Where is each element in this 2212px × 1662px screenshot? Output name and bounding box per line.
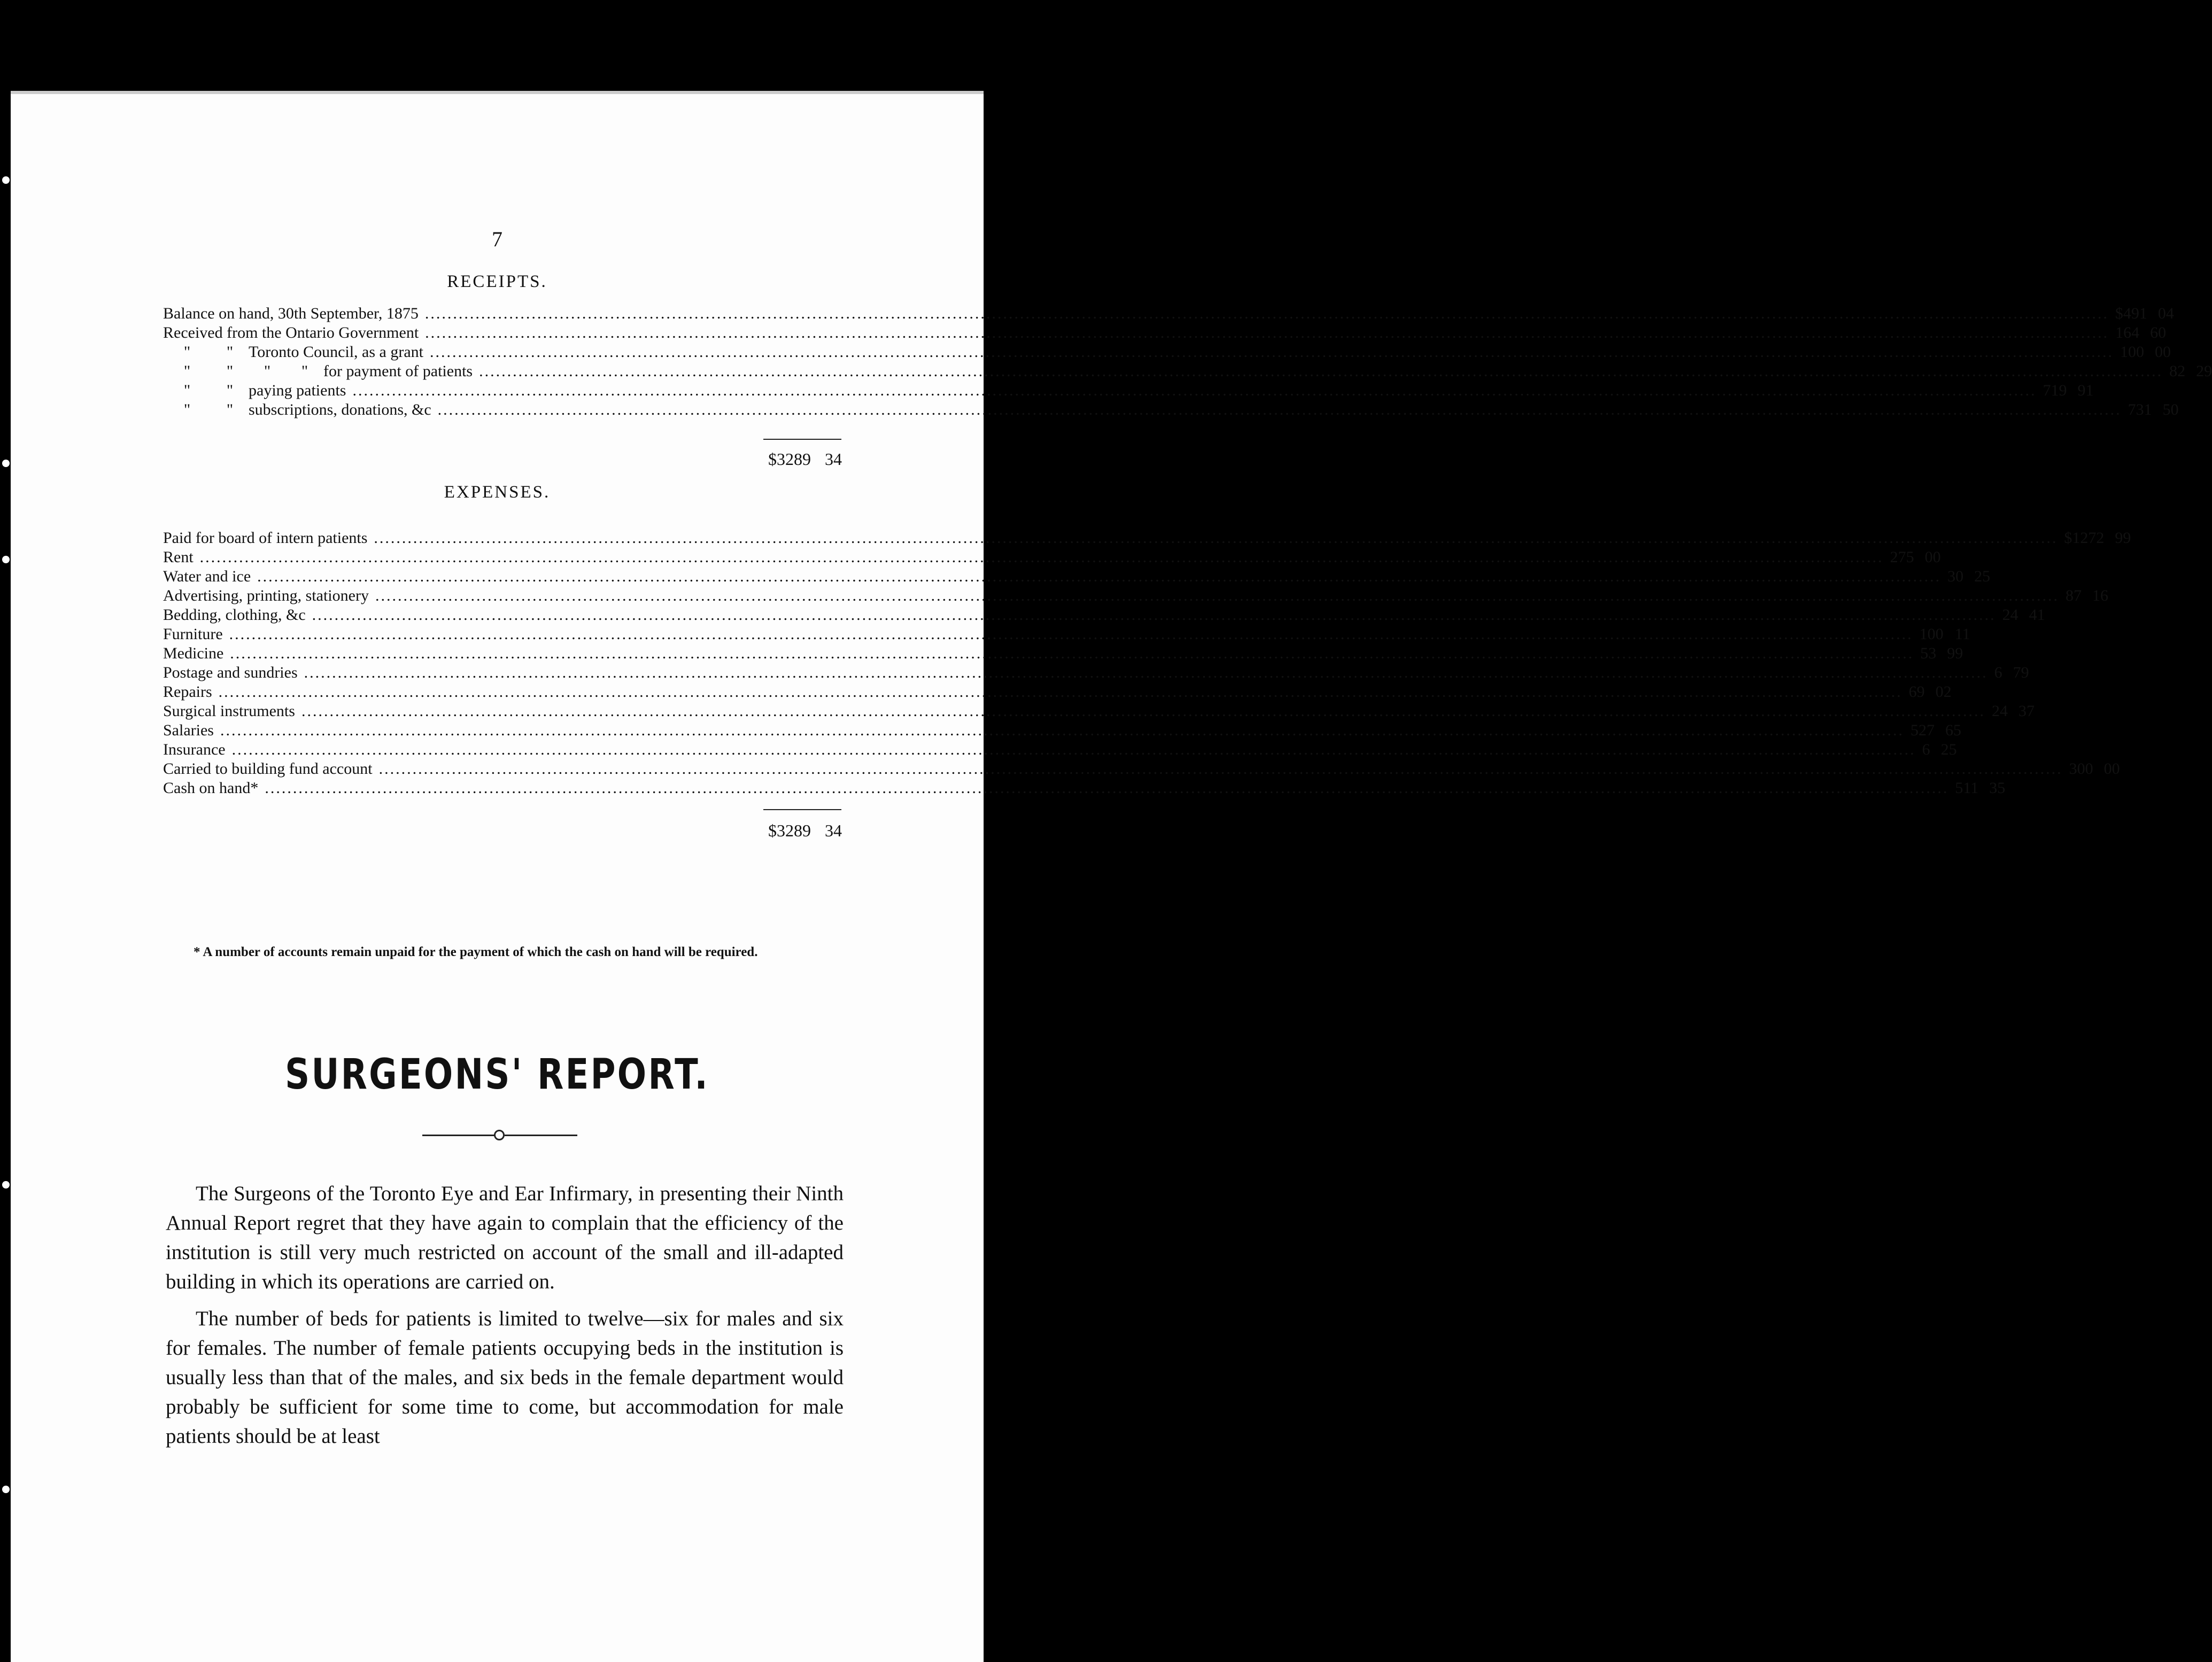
dot-leader: ............................................................................................................................................................................................................................................................................................................: [301, 702, 1985, 720]
receipts-total-dollars: $3289: [768, 449, 811, 469]
expenses-description: [163, 702, 295, 721]
ditto-mark: ": [301, 362, 308, 380]
expenses-description: [163, 682, 212, 702]
receipts-amount: [2120, 343, 2171, 362]
ditto-mark: ": [226, 343, 234, 361]
receipts-amount-cents: 60: [2150, 324, 2167, 341]
expenses-row: [163, 721, 1961, 740]
dot-leader: ............................................................................................................................................................................................................................................................................................................: [304, 664, 1988, 681]
receipts-description: [163, 400, 431, 420]
footnote: * A number of accounts remain unpaid for the payment of which the cash on hand will be required.: [194, 945, 758, 959]
dot-leader: ............................................................................................................................................................................................................................................................................................................: [425, 324, 2109, 341]
binding-mark: [2, 556, 10, 563]
dot-leader: ............................................................................................................................................................................................................................................................................................................: [218, 683, 1902, 701]
expenses-item-label: Repairs: [163, 683, 212, 701]
expenses-row: [163, 702, 2035, 721]
receipts-amount-dollars: $491: [2115, 305, 2147, 322]
receipts-description: [163, 381, 346, 400]
expenses-amount: [1920, 644, 1963, 663]
expenses-total: [748, 821, 842, 841]
expenses-description: [163, 644, 223, 663]
receipts-row: [163, 400, 2179, 420]
dot-leader: ............................................................................................................................................................................................................................................................................................................: [231, 741, 1916, 758]
receipts-amount-cents: 91: [2077, 382, 2094, 399]
expenses-amount-dollars: 275: [1890, 548, 1914, 566]
expenses-total-dollars: $3289: [768, 821, 811, 840]
dot-leader: ............................................................................................................................................................................................................................................................................................................: [430, 343, 2114, 361]
receipts-amount-dollars: 82: [2169, 362, 2186, 380]
receipts-row: [163, 381, 2094, 400]
dot-leader: ............................................................................................................................................................................................................................................................................................................: [375, 587, 2059, 604]
expenses-amount: [1947, 567, 1990, 586]
receipts-item-label: for payment of patients: [323, 362, 473, 380]
receipts-amount-dollars: 731: [2128, 401, 2152, 418]
receipts-heading: RECEIPTS.: [447, 272, 547, 291]
expenses-total-rule: [763, 809, 841, 810]
receipts-description: [163, 323, 419, 343]
expenses-amount: [2069, 759, 2120, 779]
expenses-amount-cents: 25: [1940, 741, 1957, 758]
expenses-amount: [2064, 529, 2131, 548]
document-page: [11, 91, 2212, 1662]
expenses-amount: [1994, 663, 2029, 682]
expenses-row: [163, 625, 1970, 644]
expenses-amount-cents: 25: [1974, 568, 1991, 585]
expenses-row: [163, 567, 1991, 586]
expenses-row: [163, 548, 1941, 567]
expenses-item-label: Advertising, printing, stationery: [163, 587, 369, 604]
receipts-total-rule: [763, 439, 841, 440]
receipts-total-cents: 34: [825, 449, 842, 469]
ditto-mark: ": [183, 401, 191, 418]
receipts-amount-dollars: 164: [2115, 324, 2140, 341]
expenses-row: [163, 682, 1952, 702]
expenses-description: [163, 586, 369, 605]
dot-leader: ............................................................................................................................................................................................................................................................................................................: [220, 721, 1904, 739]
receipts-description: [163, 304, 419, 323]
receipts-amount-cents: 29: [2196, 362, 2212, 380]
expenses-description: [163, 779, 258, 798]
ditto-mark: ": [226, 382, 234, 399]
binding-mark: [2, 460, 10, 467]
dot-leader: ............................................................................................................................................................................................................................................................................................................: [230, 644, 1914, 662]
expenses-amount-dollars: 24: [1991, 702, 2008, 720]
expenses-description: [163, 759, 373, 779]
receipts-amount-cents: 04: [2157, 305, 2174, 322]
divider-ornament: [422, 1130, 577, 1140]
dot-leader: ............................................................................................................................................................................................................................................................................................................: [229, 625, 1913, 643]
report-title: SURGEONS' REPORT.: [285, 1051, 709, 1099]
receipts-ledger: [163, 304, 2212, 420]
expenses-description: [163, 548, 194, 567]
expenses-row: [163, 529, 2131, 548]
expenses-amount-cents: 41: [2029, 606, 2045, 624]
receipts-description: [163, 362, 473, 381]
expenses-item-label: Paid for board of intern patients: [163, 529, 368, 547]
receipts-item-label: Toronto Council, as a grant: [249, 343, 423, 361]
expenses-amount-cents: 16: [2092, 587, 2108, 604]
expenses-row: [163, 644, 1963, 663]
expenses-amount: [1922, 740, 1957, 759]
expenses-item-label: Postage and sundries: [163, 664, 298, 681]
expenses-item-label: Carried to building fund account: [163, 760, 373, 778]
expenses-amount-cents: 35: [1989, 779, 2006, 797]
dot-leader: ............................................................................................................................................................................................................................................................................................................: [265, 779, 1949, 797]
expenses-description: [163, 721, 214, 740]
dot-leader: ............................................................................................................................................................................................................................................................................................................: [374, 529, 2058, 547]
expenses-row: [163, 605, 2045, 625]
receipts-total: [748, 449, 842, 469]
expenses-description: [163, 740, 226, 759]
expenses-amount-cents: 99: [2115, 529, 2131, 547]
expenses-amount-dollars: 6: [1994, 664, 2002, 681]
ditto-mark: ": [183, 382, 191, 399]
dot-leader: ............................................................................................................................................................................................................................................................................................................: [479, 362, 2163, 380]
receipts-row: [163, 343, 2171, 362]
expenses-amount-dollars: 6: [1922, 741, 1930, 758]
expenses-item-label: Furniture: [163, 625, 223, 643]
expenses-item-label: Medicine: [163, 644, 224, 662]
expenses-row: [163, 779, 2006, 798]
receipts-item-label: subscriptions, donations, &c: [249, 401, 431, 418]
report-paragraph: The Surgeons of the Toronto Eye and Ear Infirmary, in presenting their Ninth Annual Report regret that they have again to complain that the efficiency of the institution is still very much restricted on account of the small and ill-adapted building in which its operations are carried on.: [166, 1182, 844, 1293]
expenses-amount-cents: 00: [1924, 548, 1941, 566]
expenses-item-label: Salaries: [163, 721, 214, 739]
dot-leader: ............................................................................................................................................................................................................................................................................................................: [424, 305, 2109, 322]
expenses-amount: [1911, 721, 1961, 740]
expenses-amount-dollars: $1272: [2064, 529, 2105, 547]
expenses-ledger: [163, 529, 2131, 798]
receipts-item-label: Received from the Ontario Government: [163, 324, 419, 341]
dot-leader: ............................................................................................................................................................................................................................................................................................................: [312, 606, 1996, 624]
expenses-description: [163, 529, 367, 548]
expenses-amount-dollars: 527: [1910, 721, 1935, 739]
ditto-mark: ": [226, 401, 234, 418]
expenses-amount-cents: 37: [2018, 702, 2035, 720]
expenses-amount: [2066, 586, 2108, 605]
expenses-item-label: Surgical instruments: [163, 702, 295, 720]
expenses-amount-cents: 00: [2103, 760, 2120, 778]
ditto-mark: ": [183, 362, 191, 380]
binding-mark: [2, 1181, 10, 1189]
ditto-mark: ": [264, 362, 271, 380]
receipts-amount-cents: 50: [2162, 401, 2179, 418]
receipts-amount-dollars: 100: [2120, 343, 2144, 361]
expenses-description: [163, 663, 298, 682]
dot-leader: ............................................................................................................................................................................................................................................................................................................: [199, 548, 1884, 566]
receipts-description: [163, 343, 423, 362]
binding-mark: [2, 1486, 10, 1493]
expenses-amount-cents: 65: [1945, 721, 1961, 739]
expenses-amount-cents: 99: [1947, 644, 1963, 662]
expenses-amount: [2002, 605, 2045, 625]
ditto-mark: ": [183, 343, 191, 361]
expenses-row: [163, 586, 2108, 605]
expenses-amount-dollars: 69: [1908, 683, 1925, 701]
receipts-amount: [2128, 400, 2179, 420]
receipts-row: [163, 304, 2174, 323]
receipts-row: [163, 362, 2212, 381]
receipts-item-label: Balance on hand, 30th September, 1875: [163, 305, 419, 322]
expenses-row: [163, 740, 1957, 759]
page-number: 7: [492, 227, 502, 251]
expenses-amount-cents: 79: [2013, 664, 2029, 681]
expenses-amount: [1920, 625, 1970, 644]
expenses-amount-dollars: 53: [1920, 644, 1937, 662]
expenses-amount-dollars: 300: [2069, 760, 2093, 778]
expenses-item-label: Insurance: [163, 741, 226, 758]
expenses-item-label: Bedding, clothing, &c: [163, 606, 306, 624]
dot-leader: ............................................................................................................................................................................................................................................................................................................: [437, 401, 2122, 418]
expenses-row: [163, 759, 2120, 779]
dot-leader: ............................................................................................................................................................................................................................................................................................................: [378, 760, 2063, 778]
expenses-amount-cents: 11: [1954, 625, 1970, 643]
receipts-amount-cents: 00: [2155, 343, 2171, 361]
receipts-row: [163, 323, 2167, 343]
expenses-description: [163, 605, 306, 625]
receipts-amount: [2115, 304, 2174, 323]
expenses-description: [163, 625, 223, 644]
expenses-amount: [1890, 548, 1941, 567]
expenses-amount: [1992, 702, 2035, 721]
expenses-amount: [1955, 779, 2005, 798]
dot-leader: ............................................................................................................................................................................................................................................................................................................: [352, 382, 2037, 399]
expenses-total-cents: 34: [825, 821, 842, 840]
expenses-amount: [1909, 682, 1952, 702]
report-paragraph: The number of beds for patients is limited to twelve—six for males and six for females. The number of female patients occupying beds in the institution is usually less than that of the males, and six beds in the female department would probably be sufficient for some time to come, but accommodation for male patients should be at least: [166, 1307, 844, 1448]
expenses-amount-cents: 02: [1935, 683, 1952, 701]
receipts-amount: [2169, 362, 2212, 381]
receipts-amount: [2115, 323, 2166, 343]
expenses-heading: EXPENSES.: [444, 483, 551, 502]
receipts-amount-dollars: 719: [2043, 382, 2067, 399]
expenses-amount-dollars: 87: [2065, 587, 2082, 604]
report-body: [166, 1179, 844, 1458]
expenses-description: [163, 567, 251, 586]
receipts-amount: [2043, 381, 2093, 400]
expenses-amount-dollars: 100: [1919, 625, 1944, 643]
receipts-item-label: paying patients: [249, 382, 346, 399]
expenses-amount-dollars: 30: [1947, 568, 1964, 585]
dot-leader: ............................................................................................................................................................................................................................................................................................................: [257, 568, 1942, 585]
expenses-item-label: Water and ice: [163, 568, 251, 585]
expenses-amount-dollars: 24: [2002, 606, 2018, 624]
expenses-item-label: Rent: [163, 548, 194, 566]
expenses-item-label: Cash on hand*: [163, 779, 259, 797]
expenses-row: [163, 663, 2029, 682]
binding-mark: [2, 176, 10, 184]
ditto-mark: ": [226, 362, 234, 380]
expenses-amount-dollars: 511: [1955, 779, 1979, 797]
